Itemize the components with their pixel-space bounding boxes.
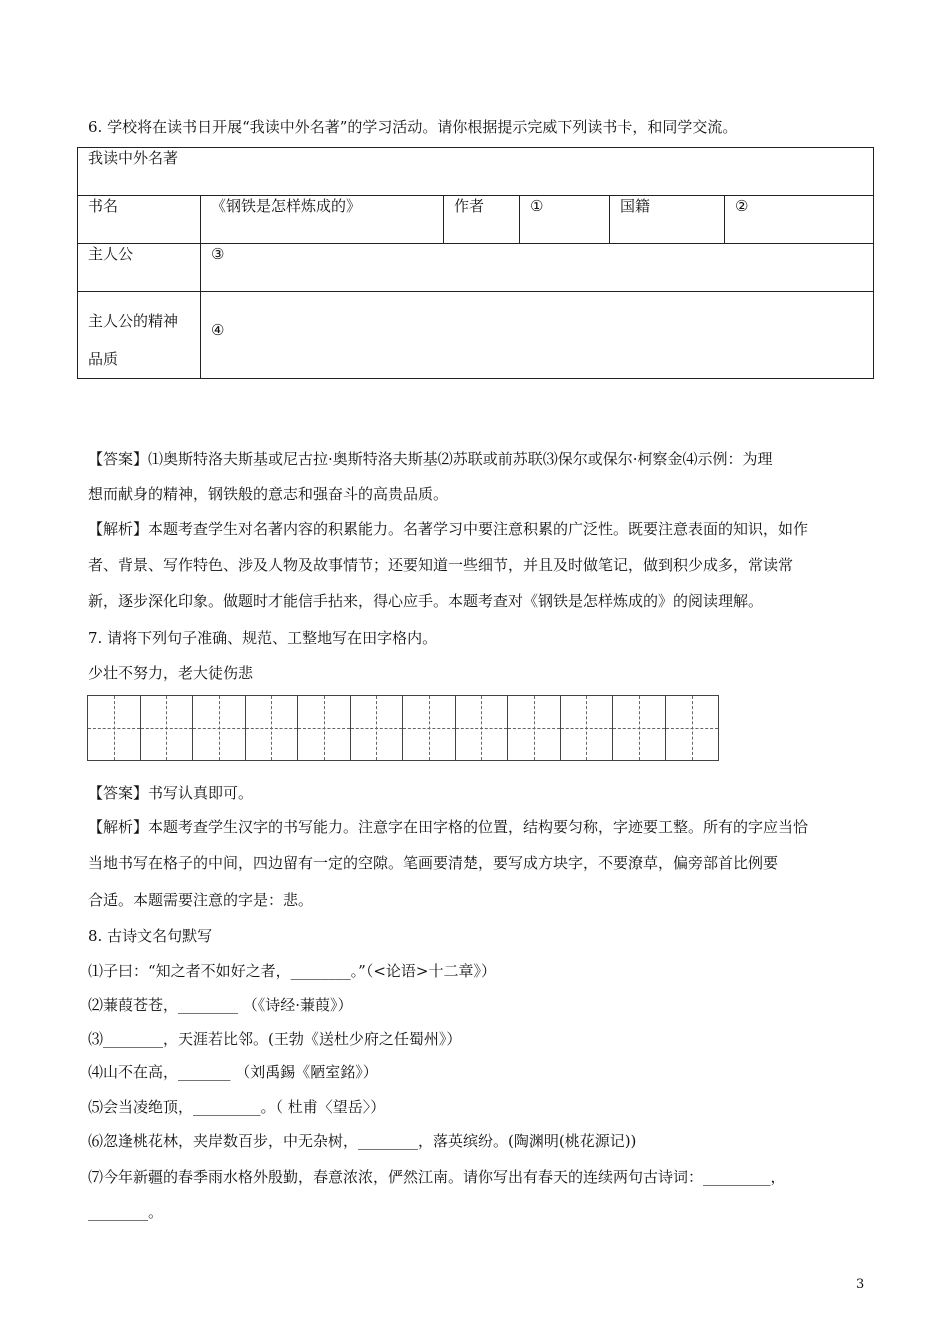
tianzige-cell[interactable] xyxy=(88,696,141,760)
tianzige-cell[interactable] xyxy=(508,696,561,760)
reading-card-table xyxy=(77,147,874,379)
nationality-value: ② xyxy=(725,196,874,244)
tianzige-cell[interactable] xyxy=(351,696,404,760)
q6-answer-line-2: 想而献身的精神，钢铁般的意志和强奋斗的高贵品质。 xyxy=(88,485,449,503)
q6-answer-line-1: 【答案】⑴奥斯特洛夫斯基或尼古拉·奥斯特洛夫斯基⑵苏联或前苏联⑶保尔或保尔·柯察金⑷示例：为理 xyxy=(88,450,773,468)
question-7-title: 7. 请将下列句子准确、规范、工整地写在田字格内。 xyxy=(88,629,438,647)
tianzige-cell[interactable] xyxy=(193,696,246,760)
author-label: 作者 xyxy=(444,196,520,244)
q6-analysis-line-1: 【解析】本题考查学生对名著内容的积累能力。名著学习中要注意积累的广泛性。既要注意表面的知识，如作 xyxy=(88,520,809,538)
q7-analysis-line-1: 【解析】本题考查学生汉字的书写能力。注意字在田字格的位置，结构要匀称，字迹要工整。所有的字应当恰 xyxy=(88,818,809,836)
tianzige-cell[interactable] xyxy=(403,696,456,760)
q6-analysis-line-3: 新，逐步深化印象。做题时才能信手拈来，得心应手。本题考查对《钢铁是怎样炼成的》的阅读理解。 xyxy=(88,592,764,610)
spirit-label-line-2: 品质 xyxy=(88,350,119,368)
q8-item-2: ⑵蒹葭苍苍，________ （《诗经·蒹葭》） xyxy=(88,996,353,1014)
spirit-value: ④ xyxy=(201,292,874,379)
hero-label: 主人公 xyxy=(78,244,201,292)
tianzige-cell[interactable] xyxy=(561,696,614,760)
q8-item-4: ⑷山不在高，_______ （刘禹錫《陋室銘》） xyxy=(88,1063,378,1081)
q8-item-1: ⑴子曰：“知之者不如好之者，________。”（<论语>十二章》） xyxy=(88,962,496,980)
q7-sentence: 少壮不努力，老大徒伤悲 xyxy=(88,664,254,682)
nationality-label: 国籍 xyxy=(610,196,725,244)
tianzige-grid[interactable] xyxy=(87,695,719,761)
tianzige-cell[interactable] xyxy=(613,696,666,760)
q6-analysis-line-2: 者、背景、写作特色、涉及人物及故事情节；还要知道一些细节，并且及时做笔记，做到积少成多，常读常 xyxy=(88,556,794,574)
tianzige-cell[interactable] xyxy=(666,696,719,760)
q8-item-5: ⑸会当凌绝顶，_________。（ 杜甫〈望岳〉） xyxy=(88,1098,386,1116)
tianzige-cell[interactable] xyxy=(298,696,351,760)
card-heading: 我读中外名著 xyxy=(78,148,874,196)
book-value: 《钢铁是怎样炼成的》 xyxy=(201,196,444,244)
spirit-label xyxy=(78,292,201,379)
question-6-title: 6. 学校将在读书日开展“我读中外名著”的学习活动。请你根据提示完威下列读书卡，和同学交流。 xyxy=(88,118,738,136)
question-8-title: 8. 古诗文名句默写 xyxy=(88,927,213,945)
spirit-label-line-1: 主人公的精神 xyxy=(88,312,179,330)
tianzige-cell[interactable] xyxy=(456,696,509,760)
q7-answer: 【答案】书写认真即可。 xyxy=(88,784,254,802)
q7-analysis-line-3: 合适。本题需要注意的字是：悲。 xyxy=(88,891,314,909)
page-number: 3 xyxy=(856,1277,865,1292)
tianzige-cell[interactable] xyxy=(246,696,299,760)
q8-item-7: ⑺今年新疆的春季雨水格外殷勤，春意浓浓，俨然江南。请你写出有春天的连续两句古诗词：_________， xyxy=(88,1168,786,1186)
tianzige-cell[interactable] xyxy=(141,696,194,760)
author-value: ① xyxy=(520,196,610,244)
q8-item-3: ⑶________，天涯若比邻。(王勃《送杜少府之任蜀州》） xyxy=(88,1030,462,1048)
q8-item-7-continued: ________。 xyxy=(88,1203,164,1221)
q8-item-6: ⑹忽逢桃花林，夹岸数百步，中无杂树，________，落英缤纷。(陶渊明(桃花源记)) xyxy=(88,1132,637,1150)
hero-value: ③ xyxy=(201,244,874,292)
q7-analysis-line-2: 当地书写在格子的中间，四边留有一定的空隙。笔画要清楚，要写成方块字，不要潦草，偏旁部首比例要 xyxy=(88,854,779,872)
book-label: 书名 xyxy=(78,196,201,244)
